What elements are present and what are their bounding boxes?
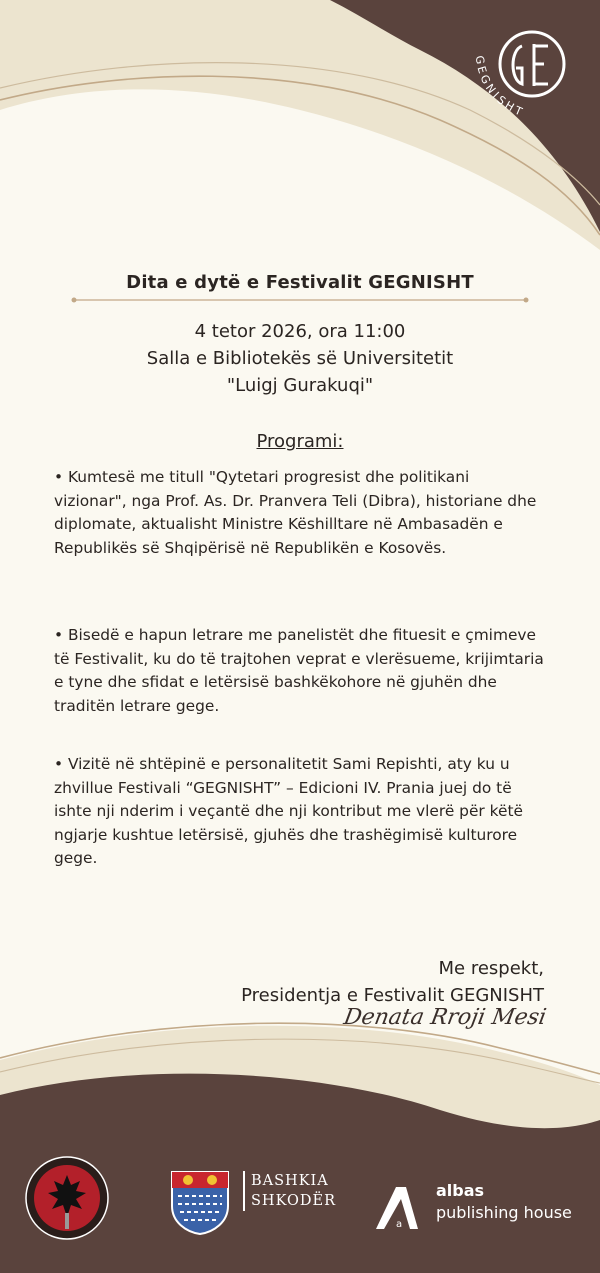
- albas-publishing-logo: [436, 1180, 572, 1224]
- albas-logo-icon: [372, 1183, 428, 1231]
- closing-title: Presidentja e Festivalit GEGNISHT: [241, 985, 544, 1006]
- logo-text: GEGNISHT: [472, 54, 527, 120]
- eagle-emblem-icon: [24, 1155, 110, 1241]
- event-venue-name: "Luigj Gurakuqi": [226, 375, 374, 396]
- svg-text:GEGNISHT: [473, 55, 527, 120]
- event-venue: Salla e Bibliotekës së Universitetit: [146, 348, 454, 369]
- program-heading: Programi:: [256, 431, 344, 452]
- event-details: [40, 318, 560, 399]
- bashkia-shkoder-logo: [243, 1171, 336, 1211]
- title-divider: [70, 295, 530, 305]
- shield-letter: S: [196, 1173, 204, 1186]
- page-title: Dita e dytë e Festivalit GEGNISHT: [126, 272, 474, 293]
- gegnisht-logo-wordmark: [462, 46, 582, 126]
- closing-greeting: Me respekt,: [438, 958, 544, 979]
- signature: Denata Rroji Mesi: [341, 1005, 549, 1030]
- shield-letter-icon: [193, 1172, 207, 1186]
- bashkia-line1: BASHKIA: [251, 1173, 329, 1189]
- event-date-time: 4 tetor 2026, ora 11:00: [194, 321, 406, 342]
- albas-name: albas: [436, 1181, 485, 1200]
- albas-tagline: publishing house: [436, 1203, 572, 1222]
- program-item: • Kumtesë me titull "Qytetari progresist dhe politikani vizionar", nga Prof. As. Dr. Pranvera Teli (Dibra), historiane dhe diplomate, aktualisht Ministre Këshilltare në Ambasadën e Republikës së Shqipërisë në Republikën e Kosovës.: [54, 468, 537, 557]
- closing-block: [241, 955, 544, 1009]
- svg-text:a: a: [396, 1219, 403, 1230]
- program-item: • Vizitë në shtëpinë e personalitetit Sami Repishti, aty ku u zhvillue Festivali “GEGNISHT” – Edicioni IV. Prania juej do të ishte nji nderim i veçantë dhe nji kontribut me vlerë për këtë ngjarje kushtue letërsisë, gjuhës dhe trashëgimisë kulturore gege.: [54, 755, 523, 867]
- program-item: • Bisedë e hapun letrare me panelistët dhe fituesit e çmimeve të Festivalit, ku do të trajtohen veprat e vlerësueme, krijimtaria e tyne dhe sfidat e letërsisë bashkëkohore në gjuhën dhe traditën letrare gege.: [54, 626, 544, 715]
- bashkia-line2: SHKODËR: [251, 1193, 337, 1209]
- title-block: [60, 272, 540, 293]
